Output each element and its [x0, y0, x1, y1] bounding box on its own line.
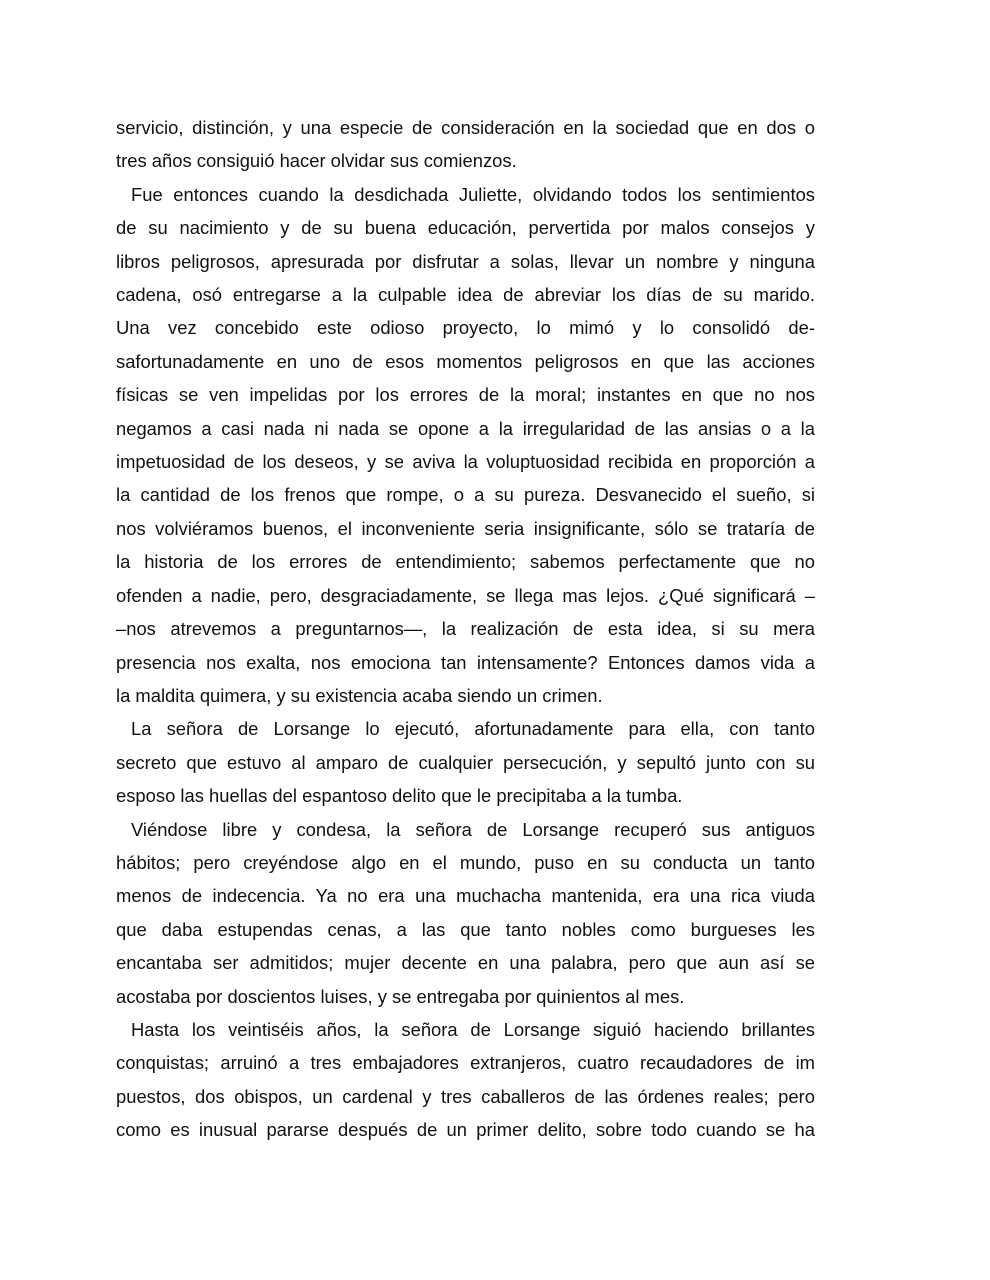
text-line: hábitos; pero creyéndose algo en el mundo, puso en su conducta un tanto: [116, 851, 815, 873]
text-line: secreto que estuvo al amparo de cualquier persecución, y sepultó junto con su: [116, 751, 815, 773]
text-line: encantaba ser admitidos; mujer decente en una palabra, pero que aun así se: [116, 952, 815, 974]
text-line: de su nacimiento y de su buena educación, pervertida por malos consejos y: [116, 217, 815, 239]
text-line: cadena, osó entregarse a la culpable idea de abreviar los días de su marido.: [116, 284, 815, 306]
document-page: [116, 111, 815, 1147]
text-line: acostaba por doscientos luises, y se entregaba por quinientos al mes.: [116, 985, 685, 1007]
text-line: la cantidad de los frenos que rompe, o a su pureza. Desvanecido el sueño, si: [116, 484, 815, 506]
text-line: Fue entonces cuando la desdichada Juliette, olvidando todos los sentimientos: [131, 183, 815, 205]
text-line: libros peligrosos, apresurada por disfrutar a solas, llevar un nombre y ninguna: [116, 250, 815, 272]
text-line: –nos atrevemos a preguntarnos—, la realización de esta idea, si su mera: [116, 618, 815, 640]
text-line: Hasta los veintiséis años, la señora de Lorsange siguió haciendo brillantes: [131, 1018, 815, 1040]
paragraph: [116, 712, 815, 812]
text-line: puestos, dos obispos, un cardenal y tres caballeros de las órdenes reales; pero: [116, 1085, 815, 1107]
text-line: presencia nos exalta, nos emociona tan intensamente? Entonces damos vida a: [116, 651, 815, 673]
text-line: conquistas; arruinó a tres embajadores extranjeros, cuatro recaudadores de im: [116, 1052, 815, 1074]
text-line: servicio, distinción, y una especie de consideración en la sociedad que en dos o: [116, 117, 815, 138]
text-line: como es inusual pararse después de un primer delito, sobre todo cuando se ha: [116, 1119, 815, 1141]
text-line: ofenden a nadie, pero, desgraciadamente, se llega mas lejos. ¿Qué significará –: [116, 584, 815, 606]
text-line: la maldita quimera, y su existencia acaba siendo un crimen.: [116, 684, 603, 706]
text-line: físicas se ven impelidas por los errores de la moral; instantes en que no nos: [116, 384, 815, 406]
text-line: tres años consiguió hacer olvidar sus comienzos.: [116, 150, 517, 172]
text-line: La señora de Lorsange lo ejecutó, afortunadamente para ella, con tanto: [131, 718, 815, 740]
text-line: esposo las huellas del espantoso delito que le precipitaba a la tumba.: [116, 785, 683, 807]
text-line: negamos a casi nada ni nada se opone a la irregularidad de las ansias o a la: [116, 417, 815, 439]
text-line: menos de indecencia. Ya no era una muchacha mantenida, era una rica viuda: [116, 885, 815, 907]
text-line: Una vez concebido este odioso proyecto, lo mimó y lo consolidó de-: [116, 317, 815, 339]
text-line: impetuosidad de los deseos, y se aviva la voluptuosidad recibida en proporción a: [116, 451, 815, 473]
paragraph: [116, 813, 815, 1013]
paragraph: [116, 178, 815, 713]
paragraph: [116, 111, 815, 178]
text-line: nos volviéramos buenos, el inconveniente seria insignificante, sólo se trataría de: [116, 517, 815, 539]
text-line: safortunadamente en uno de esos momentos peligrosos en que las acciones: [116, 350, 815, 372]
paragraph: [116, 1013, 815, 1147]
text-line: Viéndose libre y condesa, la señora de Lorsange recuperó sus antiguos: [131, 818, 815, 840]
text-line: la historia de los errores de entendimiento; sabemos perfectamente que no: [116, 551, 815, 573]
body-text: [116, 111, 815, 1147]
text-line: que daba estupendas cenas, a las que tanto nobles como burgueses les: [116, 918, 815, 940]
